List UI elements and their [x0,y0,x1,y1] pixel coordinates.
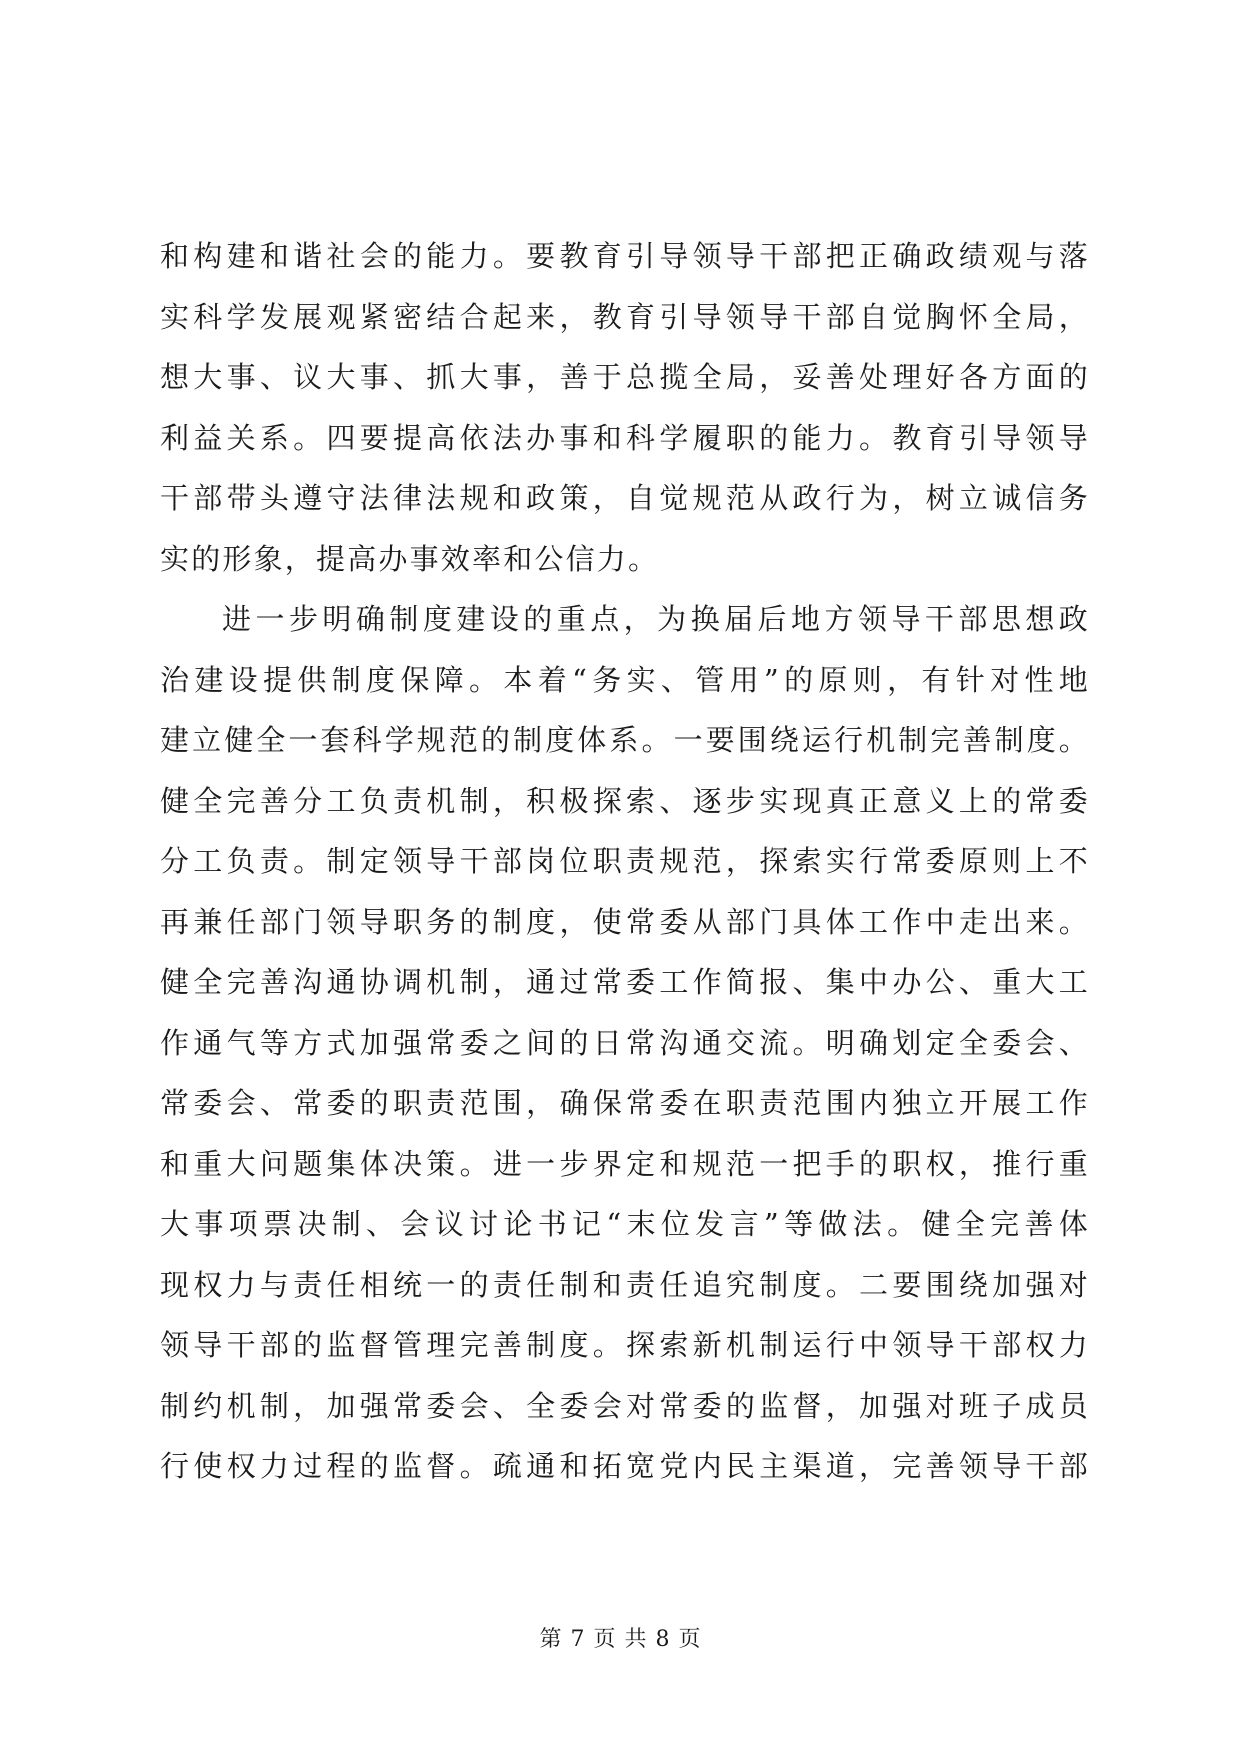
text-line: 干部带头遵守法律法规和政策，自觉规范从政行为，树立诚信务 [160,481,1090,515]
text-line: 行使权力过程的监督。疏通和拓宽党内民主渠道，完善领导干部 [160,1449,1090,1483]
text-line: 健全完善分工负责机制，积极探索、逐步实现真正意义上的常委 [160,783,1090,818]
text-line: 大事项票决制、会议讨论书记“末位发言”等做法。健全完善体 [160,1207,1090,1241]
text-line: 现权力与责任相统一的责任制和责任追究制度。二要围绕加强对 [160,1267,1090,1302]
text-line: 和构建和谐社会的能力。要教育引导领导干部把正确政绩观与落 [160,239,1090,273]
text-line: 想大事、议大事、抓大事，善于总揽全局，妥善处理好各方面的 [160,360,1090,394]
text-line: 建立健全一套科学规范的制度体系。一要围绕运行机制完善制度。 [160,723,1090,757]
text-line: 治建设提供制度保障。本着“务实、管用”的原则，有针对性地 [160,662,1090,697]
text-line: 领导干部的监督管理完善制度。探索新机制运行中领导干部权力 [160,1328,1090,1362]
page-number-footer: 第 7 页 共 8 页 [539,1627,702,1652]
text-line: 健全完善沟通协调机制，通过常委工作简报、集中办公、重大工 [160,965,1090,999]
text-line: 和重大问题集体决策。进一步界定和规范一把手的职权，推行重 [160,1146,1090,1181]
body-text [160,226,1090,1497]
text-line: 制约机制，加强常委会、全委会对常委的监督，加强对班子成员 [160,1388,1090,1423]
text-line: 利益关系。四要提高依法办事和科学履职的能力。教育引导领导 [160,420,1090,455]
text-line: 实科学发展观紧密结合起来，教育引导领导干部自觉胸怀全局， [160,299,1090,334]
text-line: 分工负责。制定领导干部岗位职责规范，探索实行常委原则上不 [160,844,1090,878]
text-line: 再兼任部门领导职务的制度，使常委从部门具体工作中走出来。 [160,904,1090,939]
text-line: 作通气等方式加强常委之间的日常沟通交流。明确划定全委会、 [160,1025,1090,1060]
text-line: 常委会、常委的职责范围，确保常委在职责范围内独立开展工作 [160,1086,1090,1120]
text-line: 实的形象，提高办事效率和公信力。 [160,541,660,576]
paragraph-start-line: 进一步明确制度建设的重点，为换届后地方领导干部思想政 [222,602,1090,636]
